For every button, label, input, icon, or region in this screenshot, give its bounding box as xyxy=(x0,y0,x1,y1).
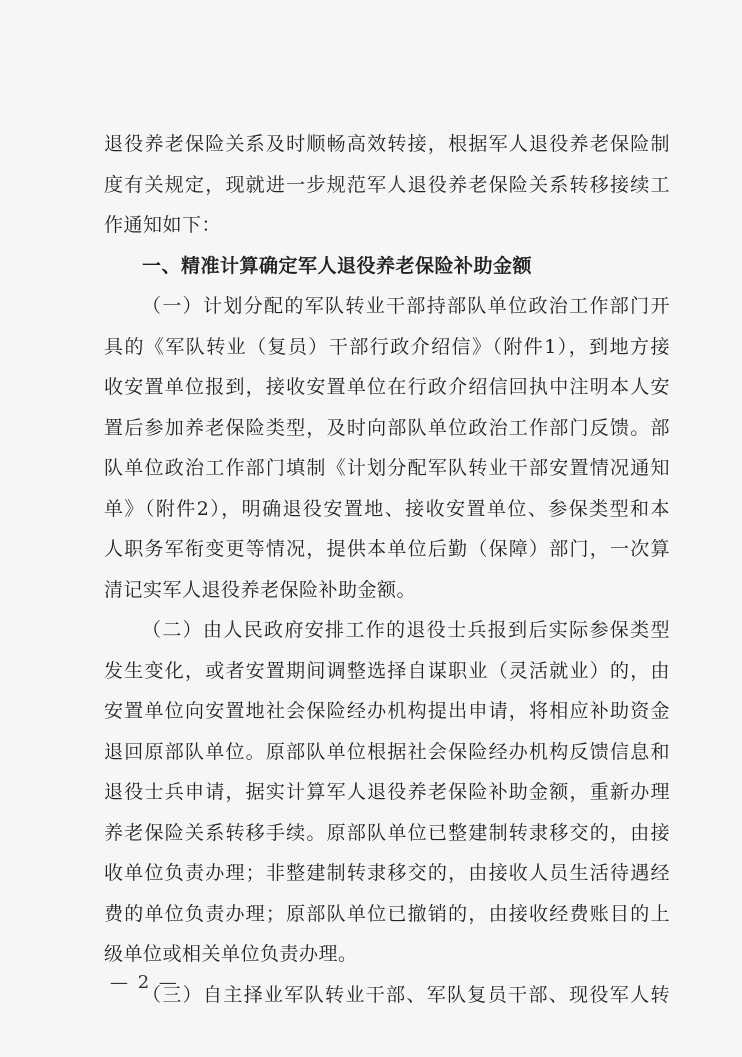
text-line: 费的单位负责办理；原部队单位已撤销的，由接收经费账目的上 xyxy=(104,902,670,925)
text-line: 清记实军人退役养老保险补助金额。 xyxy=(104,578,417,601)
text-line: 作通知如下： xyxy=(104,214,222,236)
page-number: — 2 — xyxy=(110,972,179,993)
document-body xyxy=(104,124,670,1015)
paragraph-start: （三）自主择业军队转业干部、军队复员干部、现役军人转 xyxy=(142,983,670,1006)
text-line: 单》（附件2），明确退役安置地、接收安置单位、参保类型和本 xyxy=(104,497,670,520)
text-line: 度有关规定，现就进一步规范军人退役养老保险关系转移接续工 xyxy=(104,173,670,196)
text-line: 退役养老保险关系及时顺畅高效转接，根据军人退役养老保险制 xyxy=(104,133,670,155)
paragraph-start: （二）由人民政府安排工作的退役士兵报到后实际参保类型 xyxy=(142,619,670,641)
text-line: 级单位或相关单位负责办理。 xyxy=(104,943,358,965)
text-line: 安置单位向安置地社会保险经办机构提出申请，将相应补助资金 xyxy=(104,700,670,722)
text-line: 发生变化，或者安置期间调整选择自谋职业（灵活就业）的，由 xyxy=(104,659,670,682)
text-line: 置后参加养老保险类型，及时向部队单位政治工作部门反馈。部 xyxy=(104,416,670,439)
paragraph-start: （一）计划分配的军队转业干部持部队单位政治工作部门开 xyxy=(142,295,670,317)
text-line: 收安置单位报到，接收安置单位在行政介绍信回执中注明本人安 xyxy=(104,376,670,398)
text-line: 养老保险关系转移手续。原部队单位已整建制转隶移交的，由接 xyxy=(104,821,670,844)
text-line: 退役士兵申请，据实计算军人退役养老保险补助金额，重新办理 xyxy=(104,781,670,803)
text-line: 具的《军队转业（复员）干部行政介绍信》（附件1），到地方接 xyxy=(104,335,670,358)
text-line: 收单位负责办理；非整建制转隶移交的，由接收人员生活待遇经 xyxy=(104,862,670,884)
text-line: 队单位政治工作部门填制《计划分配军队转业干部安置情况通知 xyxy=(104,457,670,479)
text-line: 退回原部队单位。原部队单位根据社会保险经办机构反馈信息和 xyxy=(104,740,670,763)
text-line: 人职务军衔变更等情况，提供本单位后勤（保障）部门，一次算 xyxy=(104,538,670,560)
section-heading: 一、精准计算确定军人退役养老保险补助金额 xyxy=(142,254,533,277)
